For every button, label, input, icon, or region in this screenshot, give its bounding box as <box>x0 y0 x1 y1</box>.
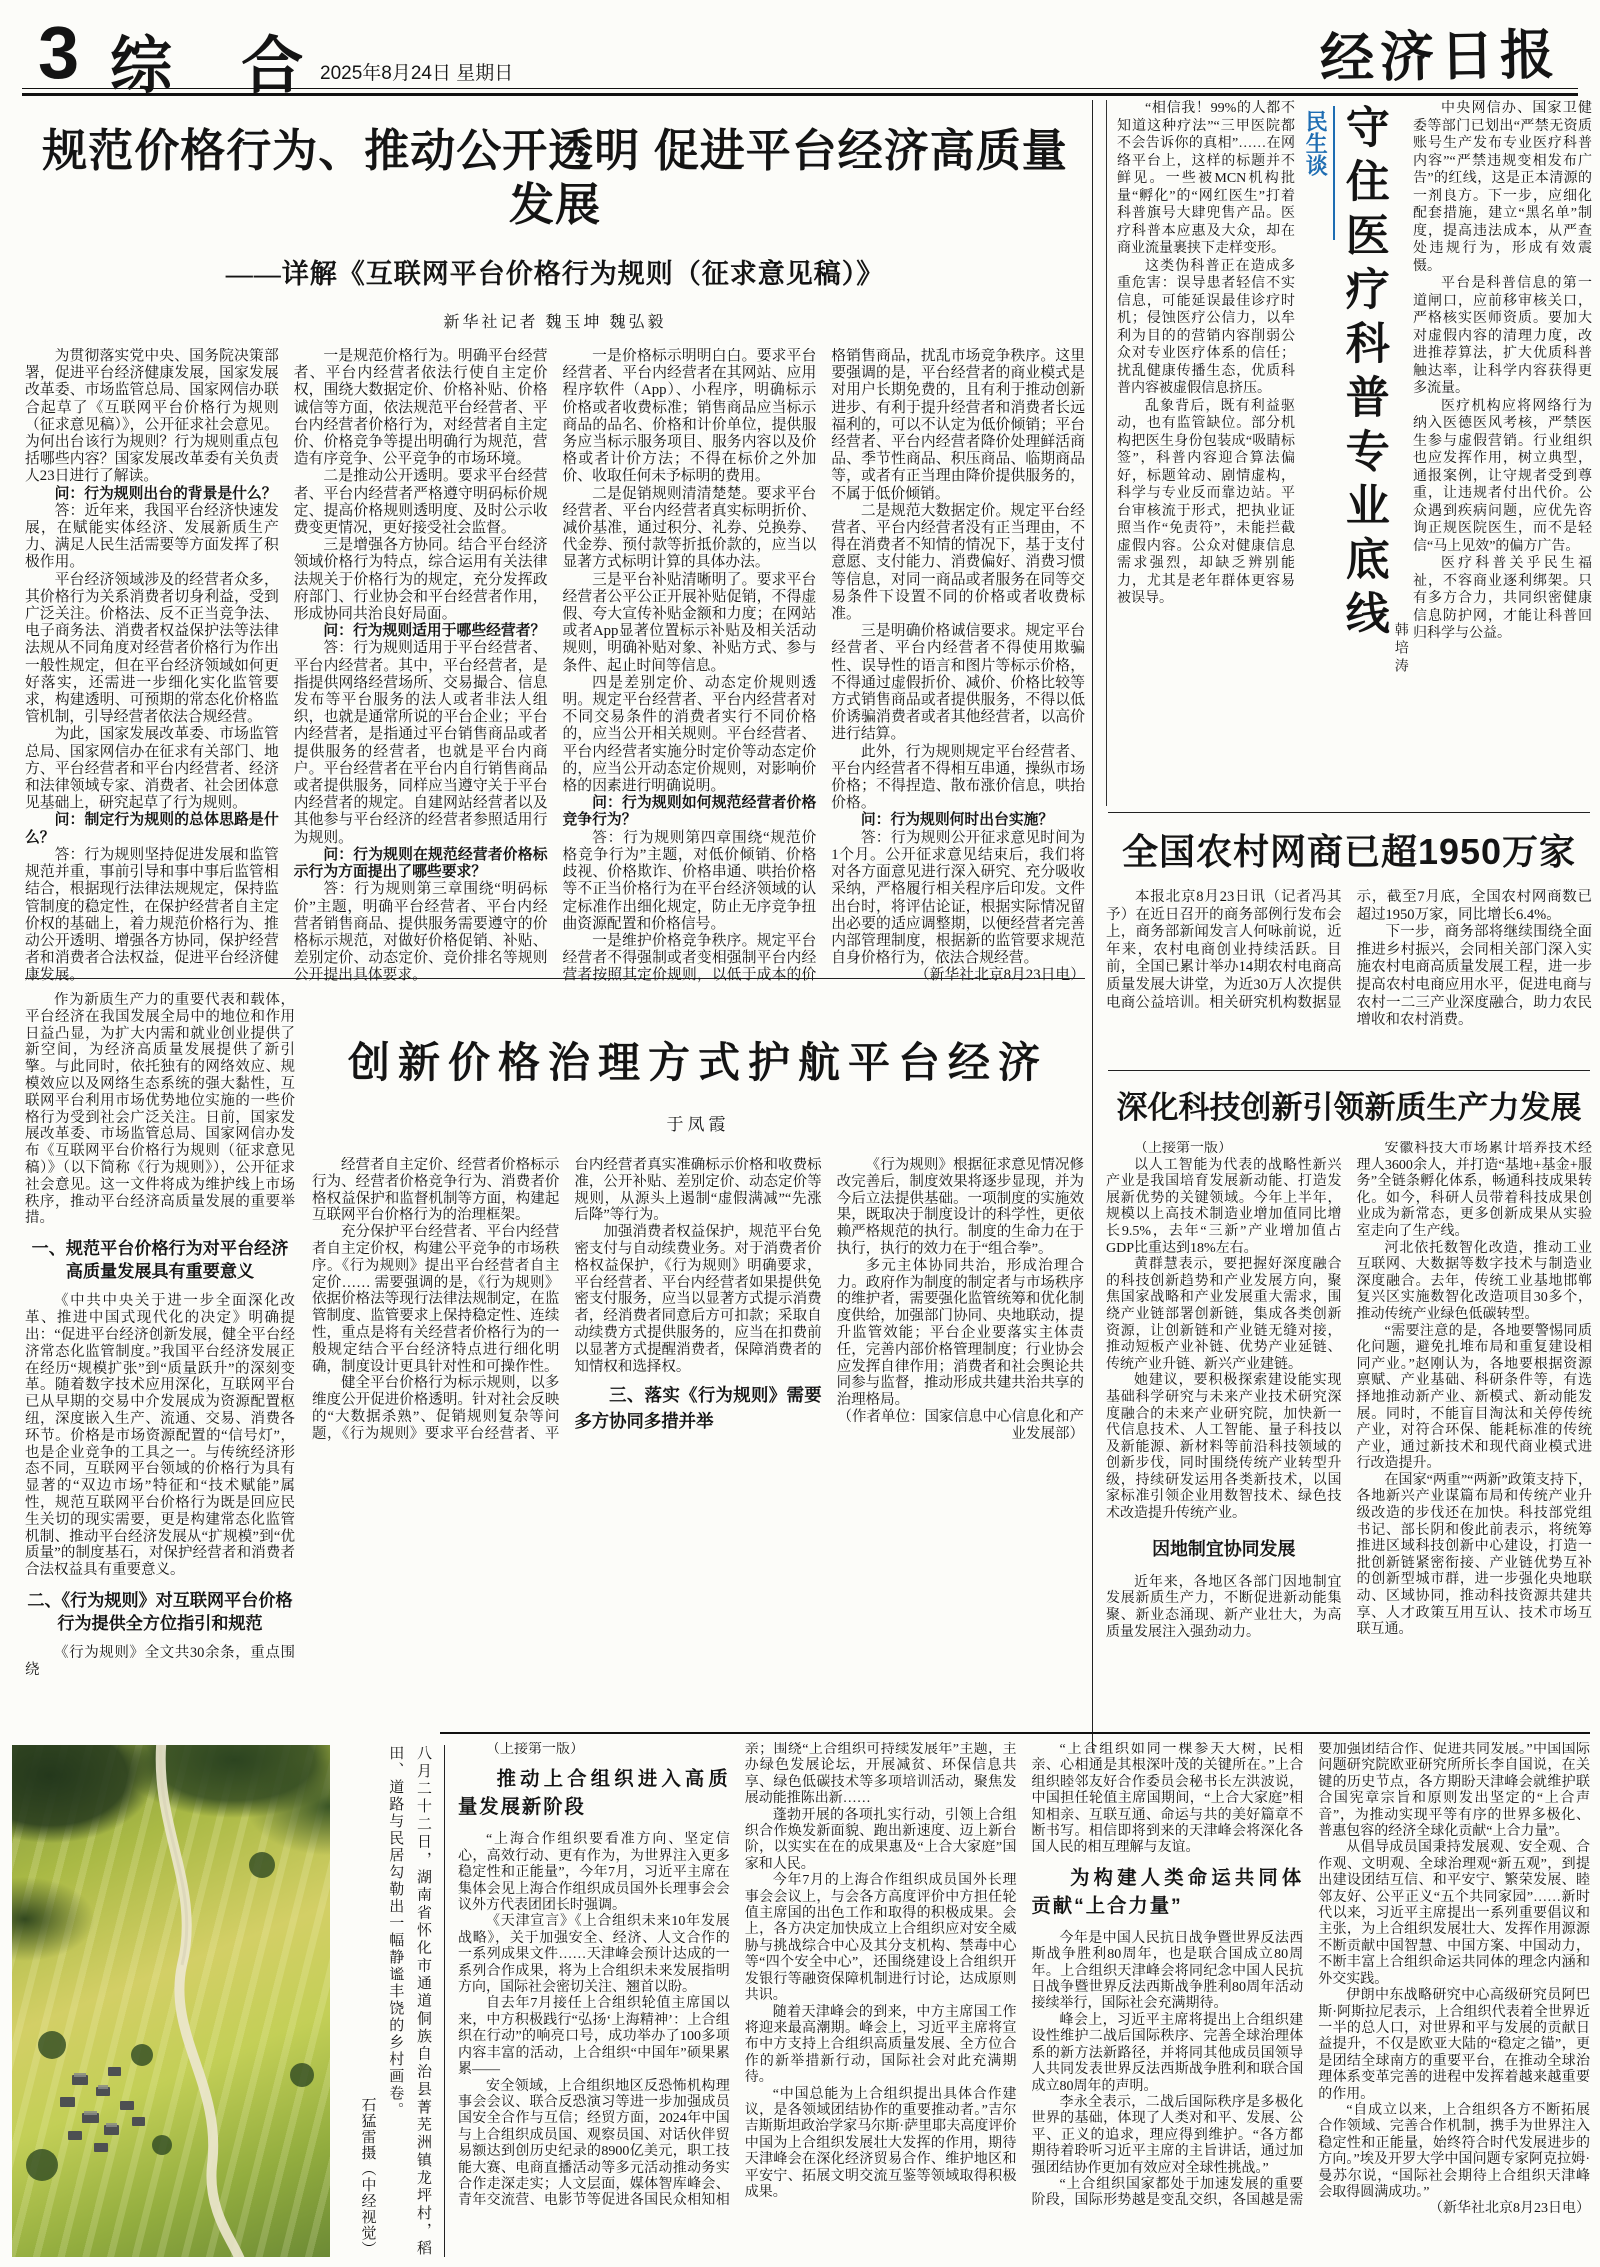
paragraph: 二、《行为规则》对互联网平台价格行为提供全方位指引和规范 <box>27 1590 293 1633</box>
paragraph: 问：行为规则何时出台实施？ <box>860 812 1054 829</box>
photo-credit: 石猛雷摄（中经视觉） <box>359 2097 376 2257</box>
paragraph: 推动上合组织进入高质量发展新阶段 <box>458 1769 730 1819</box>
paragraph: 为构建人类命运共同体贡献“上合力量” <box>1031 1867 1304 1917</box>
paragraph: “上合组织如同一棵参天大树，民相亲、心相通是其根深叶茂的关键所在。”上合组织睦邻友好合作委员会秘书长左洪波说，中国担任轮值主席国期间，“上合大家庭”相知相亲、互联互通、命运与共的美好篇章不断书写。相信即将到来的天津峰会将深化各国人民的相互理解与友谊。 <box>1031 1742 1304 1856</box>
paragraph: 三是增强各方协同。结合平台经济领域价格行为特点，综合运用有关法律法规关于价格行为的规定，充分发挥政府部门、行业协会和平台经营者作用，形成协同共治良好局面。 <box>293 537 548 623</box>
section-title: 综 合 <box>110 32 330 101</box>
paragraph: 一、规范平台价格行为对平台经济高质量发展具有重要意义 <box>31 1239 289 1282</box>
sco-summit-article <box>458 1742 1590 2262</box>
paragraph: 三是明确价格诚信要求。规定平台经营者、平台内经营者不得使用欺骗性、误导性的语言和图片等标示价格，不得通过虚假折价、减价、价格比较等方式销售商品或者提供服务，不得以低价诱骗消费者或者其他经营者，以高价进行结算。 <box>831 623 1085 743</box>
paragraph: （作者单位：国家信息中心信息化和产业发展部） <box>837 1408 1084 1442</box>
minshengtan-author: 韩培涛 <box>1392 622 1408 676</box>
paragraph: 从倡导成员国秉持发展观、安全观、合作观、文明观、全球治理观“新五观”，到提出建设团结互信、和平安宁、繁荣发展、睦邻友好、公平正义“五个共同家园”……新时代以来，习近平主席提出一系列重要倡议和主张，为上合组织发展壮大、发挥作用源源不断贡献中国智慧、中国方案、中国动力，不断丰富上合组织命运共同体的理念内涵和外交实践。 <box>1318 1840 1590 1987</box>
paragraph: 此外，行为规则规定平台经营者、平台内经营者不得相互串通，操纵市场价格；不得捏造、散布涨价信息，哄抬价格。 <box>831 743 1085 812</box>
paragraph: （新华社北京8月23日电） <box>914 967 1085 984</box>
minshengtan-right-text <box>1413 100 1592 806</box>
paragraph: 答：行为规则适用于平台经营者、平台内经营者。其中，平台经营者，是指提供网络经营场所、交易撮合、信息发布等平台服务的法人或者非法人组织，也就是通常所说的平台企业；平台内经营者，是指通过平台销售商品或者提供服务的经营者，也就是平台内商户。平台经营者在平台内自行销售商品或者提供服务，同样应当遵守关于平台内经营者的规定。自建网站经营者以及其他参与平台经济的经营者参照适用行为规则。 <box>293 640 548 846</box>
paragraph: 她建议，要积极探索建设能实现基础科学研究与未来产业技术研究深度融合的未来产业研究院，加快新一代信息技术、人工智能、量子科技以及新能源、新材料等前沿科技领域的创新步伐，同时围绕传统产业转型升级，持续研发运用各类新技术，以国家标准引领企业用数智技术、绿色技术改造提升传统产业。 <box>1106 1373 1342 1522</box>
paragraph: 经营者自主定价、经营者价格标示行为、经营者价格竞争行为、消费者价格权益保护和监督机制等方面，构建起互联网平台价格行为的治理框架。 <box>312 1157 560 1224</box>
paragraph: 今年7月的上海合作组织成员国外长理事会会议上，与会各方高度评价中方担任轮值主席国的出色工作和取得的积极成果。会上，各方决定加快成立上合组织应对安全威胁与挑战综合中心及其分支机构、禁毒中心等“四个安全中心”，还围绕建设上合组织开发银行等融资保障机制进行讨论，达成原则共识。 <box>744 1873 1017 2004</box>
village-photo <box>12 1745 330 2257</box>
main-subtitle: ——详解《互联网平台价格行为规则（征求意见稿）》 <box>225 259 885 289</box>
column-label: 民生谈 <box>1298 106 1335 240</box>
main-article-body <box>25 348 1085 1000</box>
paragraph: 安全领域，上合组织地区反恐怖机构理事会会议、联合反恐演习等进一步加强成员国安全合作与互信；经贸方面，2024年中国与上合组织成员国、观察员国、对话伙伴贸易额达到创历史纪录的8900亿美元，职工技能大赛、电商直播活动等多元活动推动务实合作走深走实；人文层面，媒体智库峰会、青年交流营、电影节等促进各国民众相知相亲；围绕“上合组织可持续发展年”主题，主办绿色发展论坛，开展减贫、环保信息共享、绿色低碳技术等多项培训活动，聚焦发展动能推陈出新…… <box>458 1742 1017 2209</box>
paragraph: “需要注意的是，各地要警惕同质化问题，避免扎堆布局和重复建设相同产业。”赵刚认为，各地要根据资源禀赋、产业基础、科研条件等，有选择地推动新产业、新模式、新动能发展。同时，不能盲目淘汰和关停传统产业，对符合环保、能耗标准的传统产业，通过新技术和现代商业模式进行改造提升。 <box>1356 1323 1592 1472</box>
sidebar-divider <box>1092 100 1093 1752</box>
paragraph: 医疗机构应将网络行为纳入医德医风考核，严禁医生参与虚假营销。行业组织也应发挥作用，树立典型，通报案例，让守规者受到尊重，让违规者付出代价。公众遇到疾病问题，应优先咨询正规医院医生，而不是轻信“马上见效”的偏方广告。 <box>1413 398 1592 554</box>
paragraph: （上接第一版） <box>1134 1141 1232 1156</box>
paragraph: 平台经济领域涉及的经营者众多，其价格行为关系消费者切身利益，受到广泛关注。价格法、反不正当竞争法、电子商务法、消费者权益保护法等法律法规从不同角度对经营者价格行为作出一般性规定，但在平台经济领域如何更好落实，还需进一步细化实化监管要求，构建透明、可预期的常态化价格监管机制，引导经营者依法合规经营。 <box>25 571 279 726</box>
rural-ecommerce-brief <box>1106 824 1592 1077</box>
rural-headline: 全国农村网商已超1950万家 <box>1121 831 1577 872</box>
minshengtan-column <box>1106 100 1592 806</box>
main-headline: 规范价格行为、推动公开透明 促进平台经济高质量发展 <box>42 125 1068 230</box>
paragraph: 蓬勃开展的各项扎实行动，引领上合组织合作焕发新面貌、跑出新速度、迈上新台阶，以实实在在的成果惠及“上合大家庭”国家和人民。 <box>744 1807 1017 1872</box>
paragraph: 安徽科技大市场累计培养技术经理人3600余人，并打造“基地+基金+服务”全链条孵化体系，畅通科技成果转化。如今，科研人员带着科技成果创业成为新常态，更多创新成果从实验室走向了生产线。 <box>1356 1141 1592 1239</box>
paragraph: 这类伪科普正在造成多重危害：误导患者轻信不实信息，可能延误最佳诊疗时机；侵蚀医疗公信力，以牟利为目的的营销内容削弱公众对专业医疗体系的信任；扰乱健康传播生态，优质科普内容被虚假信息挤压。 <box>1117 258 1295 396</box>
sidebar-rule-1 <box>1108 812 1590 813</box>
paragraph: “相信我！99%的人都不知道这种疗法”“三甲医院都不会告诉你的真相”……在网络平台上，这样的标题并不鲜见。一些被MCN机构批量“孵化”的“网红医生”打着科普旗号大肆兜售产品。医疗科普本应惠及大众，却在商业流量裹挟下走样变形。 <box>1117 101 1295 256</box>
photo-article-divider <box>444 1745 445 2257</box>
paragraph: 问：制定行为规则的总体思路是什么？ <box>25 812 279 846</box>
minshengtan-headline: 守住医疗科普专业底线 <box>1338 104 1388 644</box>
paragraph: 为贯彻落实党中央、国务院决策部署，促进平台经济健康发展，国家发展改革委、市场监管总局、国家网信办联合起草了《互联网平台价格行为规则（征求意见稿）》，公开征求社会意见。为何出台该行为规则？行为规则重点包括哪些内容？国家发展改革委有关负责人23日进行了解读。 <box>25 348 279 485</box>
paragraph: 医疗科普关乎民生福祉，不容商业逐利绑架。只有多方合力，共同织密健康信息防护网，才能让科普回归科学与公益。 <box>1413 556 1592 641</box>
paragraph: 伊朗中东战略研究中心高级研究员阿巴斯·阿斯拉尼表示，上合组织代表着全世界近一半的总人口，对世界和平与发展的贡献日益提升，不仅是欧亚大陆的“稳定之锚”，更是团结全球南方的重要平台，在推动全球治理体系变革完善的进程中发挥着越来越重要的作用。 <box>1318 1988 1590 2102</box>
paragraph: 一是规范价格行为。明确平台经营者、平台内经营者依法行使自主定价权，围绕大数据定价、价格补贴、价格诚信等方面，依法规范平台经营者、平台内经营者价格行为，对经营者自主定价、价格竞争等提出明确行为规范，营造有序竞争、公平竞争的市场环境。 <box>293 348 548 468</box>
commentary-body <box>312 1157 1084 1627</box>
paragraph: 本报北京8月23日讯（记者冯其予）在近日召开的商务部例行发布会上，商务部新闻发言人何咏前说，近年来，农村电商创业持续活跃。目前，全国已累计举办14期农村电商高质量发展大讲堂，为近30万人次提供电商公益培训。相关研究机构数据显示，截至7月底，全国农村网商数已超过1950万家，同比增长6.4%。 <box>1106 889 1592 1011</box>
commentary-article <box>312 992 1084 1627</box>
paragraph: 答：行为规则公开征求意见时间为1个月。公开征求意见结束后，我们将对各方面意见进行深入研究、充分吸收采纳，严格履行相关程序后印发。文件出台时，将评估论证，根据实际情况留出必要的适应调整期，以便经营者完善内部管理制度，根据新的监管要求规范自身价格行为，依法合规经营。 <box>831 829 1085 967</box>
photo-art <box>12 1745 330 2257</box>
sidebar-rule-2 <box>1108 1070 1590 1071</box>
paragraph: 答：行为规则第四章围绕“规范价格竞争行为”主题，对低价倾销、价格歧视、价格欺诈、价格串通、哄抬价格等不正当价格行为在平台经济领域的认定标准作出细化规定，防止无序竞争扭曲资源配置和价格信号。 <box>562 829 817 932</box>
page-number: 3 <box>38 11 80 94</box>
paragraph: 充分保护平台经营者、平台内经营者自主定价权，构建公平竞争的市场秩序。《行为规则》提出平台经营者自主定价…… 需要强调的是，《行为规则》依据价格法等现行法律法规制定，在监管制度、监管要求上保持稳定性、连续性，重点是将有关经营者价格行为的一般规定结合平台经济特点进行细化明确，制度设计更具针对性和可操作性。 <box>312 1224 560 1375</box>
commentary-left-column <box>25 992 295 1692</box>
paragraph: 答：行为规则第三章围绕“明码标价”主题，明确平台经营者、平台内经营者销售商品、提供服务需要遵守的价格标示规范，对做好价格促销、补贴、差别定价、动态定价、竞价排名等规则公开提出具体要求。 <box>293 881 548 984</box>
sco-body <box>458 1742 1590 2262</box>
paragraph: 答：行为规则坚持促进发展和监管规范并重，事前引导和事中事后监管相结合，根据现行法律法规规定，保持监管制度的稳定性，在保护经营者自主定价权的基础上，着力规范价格行为、推动公开透明、增强各方协同，保护经营者和消费者合法权益，促进平台经济健康发展。 <box>25 846 279 984</box>
paragraph: “自成立以来，上合组织各方不断拓展合作领域、完善合作机制，携手为世界注入稳定性和正能量，始终符合时代发展进步的方向。”埃及开罗大学中国问题专家阿克拉姆·曼苏尔说，“国际社会期待上合组织天津峰会取得圆满成功。” <box>1318 2102 1590 2200</box>
paragraph: 加强消费者权益保护，规范平台免密支付与自动续费业务。对于消费者价格权益保护，《行为规则》明确要求，平台经营者、平台内经营者如果提供免密支付服务，应当以显著方式提示消费者，经消费者同意后方可扣款；采取自动续费方式提供服务的，应当在扣费前以显著方式提醒消费者，保障消费者的知情权和选择权。 <box>574 1224 822 1375</box>
paragraph: 问：行为规则适用于哪些经营者？ <box>323 623 546 640</box>
paragraph: “上合组织国家都处于加速发展的重要阶段，国际形势越是变乱交织，各国越是需要加强团结合作、促进共同发展。”中国国际问题研究院欧亚研究所所长李自国说，在关键的历史节点，各方期盼天津峰会就维护联合国宪章宗旨和原则发出坚定的“上合声音”，为推动实现平等有序的世界多极化、普惠包容的经济全球化贡献“上合力量”。 <box>1031 1742 1590 2209</box>
commentary-byline: 于凤霞 <box>666 1115 730 1134</box>
commentary-headline: 创新价格治理方式护航平台经济 <box>347 1038 1048 1087</box>
tech-body <box>1106 1141 1592 1753</box>
paragraph: 三是平台补贴清晰明了。要求平台经营者公平公正开展补贴促销，不得虚假、夸大宣传补贴金额和力度；在网站或者App显著位置标示补贴及相关活动规则，明确补贴对象、补贴方式、参与条件、起止时间等信息。 <box>562 571 817 674</box>
paragraph: 二是推动公开透明。要求平台经营者、平台内经营者严格遵守明码标价规定、提高价格规则透明度、及时公示收费变更情况，更好接受社会监督。 <box>293 468 548 537</box>
paragraph: 《中共中央关于进一步全面深化改革、推进中国式现代化的决定》明确提出：“促进平台经济创新发展，健全平台经济常态化监管制度。”我国平台经济发展正在经历“规模扩张”到“质量跃升”的深刻变革。随着数字技术应用深化，互联网平台已从早期的交易中介发展成为资源配置枢纽，深度嵌入生产、流通、交易、消费各环节。价格是市场资源配置的“信号灯”，也是企业竞争的工具之一。与传统经济形态不同，互联网平台领域的价格行为具有显著的“双边市场”特征和“技术赋能”属性，规范互联网平台价格行为既是回应民生关切的现实需要，更是构建常态化监管机制、推动平台经济发展从“扩规模”到“优质量”的制度基石，对保护经营者和消费者合法权益具有重要意义。 <box>25 1293 295 1579</box>
minshengtan-title-strip <box>1295 100 1413 806</box>
paragraph: 一是维护价格竞争秩序。规定平台经营者不得强制或者变相强制平台内经营者按照其定价规则，以低于成本的价格销售商品，扰乱市场竞争秩序。这里要强调的是，平台经营者的商业模式是对用户长期免费的，且有利于推动创新进步、有利于提升经营者和消费者长远福利的，可以不认定为低价倾销；平台经营者、平台内经营者降价处理鲜活商品、季节性商品、积压商品、临期商品等，或者有正当理由降价提供服务的，不属于低价倾销。 <box>562 348 1085 984</box>
paragraph: 平台是科普信息的第一道闸口，应前移审核关口，严格核实医师资质。要加大对虚假内容的清理力度，改进推荐算法，扩大优质科普触达率，让科学内容获得更多流量。 <box>1413 276 1592 396</box>
paragraph: 为此，国家发展改革委、市场监管总局、国家网信办在征求有关部门、地方、平台经营者和平台内经营者、经济和法律领域专家、消费者、社会团体意见基础上，研究起草了行为规则。 <box>25 726 279 812</box>
main-article <box>25 96 1085 1000</box>
paragraph: 多元主体协同共治，形成治理合力。政府作为制度的制定者与市场秩序的维护者，需要强化监管统筹和优化制度供给，加强部门协同、央地联动，提升监管效能；平台企业要落实主体责任，完善内部价格管理制度；行业协会应发挥自律作用；消费者和社会舆论共同参与监督，推动形成共建共治共享的治理格局。 <box>836 1257 1084 1409</box>
section-divider <box>25 978 1085 979</box>
header-rule <box>22 88 1578 96</box>
tech-innovation-article <box>1106 1082 1592 1753</box>
paragraph: 四是差别定价、动态定价规则透明。规定平台经营者、平台内经营者对不同交易条件的消费者实行不同价格的，应当公开相关规则。平台经营者、平台内经营者实施分时定价等动态定价的，应当公开动态定价规则，对影响价格的因素进行明确说明。 <box>562 674 817 795</box>
bottom-rule <box>440 1732 1590 1734</box>
rural-body <box>1106 889 1592 1077</box>
paragraph: 因地制宜协同发展 <box>1152 1538 1296 1559</box>
paragraph: （新华社北京8月23日电） <box>1429 2201 1590 2217</box>
paragraph: 河北依托数智化改造，推动工业互联网、大数据等数字技术与制造业深度融合。去年，传统工业基地邯郸复兴区实施数智化改造项目30多个，推动传统产业绿色低碳转型。 <box>1356 1240 1592 1322</box>
paragraph: 随着天津峰会的到来，中方主席国工作将迎来最高潮期。峰会上，习近平主席将宣布中方支持上合组织高质量发展、全方位合作的新举措新行动，国际社会对此充满期待。 <box>744 2004 1017 2086</box>
paragraph: 《行为规则》全文共30余条，重点围绕 <box>25 1645 295 1678</box>
paragraph: “上海合作组织要看准方向、坚定信心，高效行动、更有作为，为世界注入更多稳定性和正能量”，今年7月，习近平主席在集体会见上海合作组织成员国外长理事会会议外方代表团团长时强调。 <box>458 1832 730 1914</box>
paragraph: 峰会上，习近平主席将提出上合组织建设性维护二战后国际秩序、完善全球治理体系的新方法新路径，并将同其他成员国领导人共同发表世界反法西斯战争胜利和联合国成立80周年的声明。 <box>1031 2012 1304 2094</box>
main-byline: 新华社记者 魏玉坤 魏弘毅 <box>443 314 667 331</box>
paragraph: 下一步，商务部将继续围绕全面推进乡村振兴，会同相关部门深入实施农村电商高质量发展工程，进一步提高农村电商应用水平，促进电商与农村一二三产业深度融合，助力农民增收和农村消费。 <box>1356 924 1592 1029</box>
tech-headline: 深化科技创新引领新质生产力发展 <box>1116 1090 1582 1125</box>
paragraph: 乱象背后，既有利益驱动，也有监管缺位。部分机构把医生身份包装成“吸睛标签”，科普内容迎合算法偏好，标题耸动、剧情虚构，科学与专业反而靠边站。平台审核流于形式，把执业证照当作“免责符”，未能拦截虚假内容。公众对健康信息需求强烈，却缺乏辨别能力，尤其是老年群体更容易被误导。 <box>1117 398 1295 606</box>
paragraph: 问：行为规则在规范经营者价格标示行为方面提出了哪些要求？ <box>293 846 548 881</box>
paragraph: 问：行为规则出台的背景是什么？ <box>54 485 277 502</box>
paragraph: 黄群慧表示，要把握好深度融合的科技创新趋势和产业发展方向，聚焦国家战略和产业发展重大需求，围绕产业链部署创新链，集成各类创新资源，让创新链和产业链无缝对接，推动短板产业补链、优势产业延链、传统产业升链、新兴产业建链。 <box>1106 1257 1342 1372</box>
paragraph: 作为新质生产力的重要代表和载体，平台经济在我国发展全局中的地位和作用日益凸显，为扩大内需和就业创业提供了新空间，为经济高质量发展提供了新引擎。与此同时，依托独有的网络效应、规模效应以及网络生态系统的强大黏性，互联网平台利用市场优势地位实施的一些价格行为受到社会广泛关注。日前，国家发展改革委、市场监管总局、国家网信办发布《互联网平台价格行为规则（征求意见稿）》（以下简称《行为规则》），公开征求社会意见。这一文件将成为维护线上市场秩序，推动平台经济高质量发展的重要举措。 <box>25 992 295 1227</box>
minshengtan-left-text <box>1117 100 1295 806</box>
paragraph: 近年来，各地区各部门因地制宜发展新质生产力，不断促进新动能集聚、新业态涌现、新产业壮大，为高质量发展注入强劲动力。 <box>1106 1574 1342 1640</box>
paragraph: 中央网信办、国家卫健委等部门已划出“严禁无资质账号生产发布专业医疗科普内容”“严禁违规变相发布广告”的红线，这是正本清源的一剂良方。下一步，应细化配套措施，建立“黑名单”制度，提高违法成本，从严查处违规行为，形成有效震慑。 <box>1413 101 1592 274</box>
paragraph: 一是价格标示明明白白。要求平台经营者、平台内经营者在其网站、应用程序软件（App）、小程序，明确标示价格或者收费标准；销售商品应当标示商品的品名、价格和计价单位，提供服务应当标示服务项目、服务内容以及价格或者计价方法；不得在标价之外加价、收取任何未予标明的费用。 <box>562 348 817 485</box>
paragraph: 二是促销规则清清楚楚。要求平台经营者、平台内经营者真实标明折价、减价基准，通过积分、礼券、兑换券、代金券、预付款等折抵价款的，应当以显著方式标明计算的具体办法。 <box>562 485 817 571</box>
newspaper-masthead: 经济日报 <box>1319 21 1561 91</box>
paragraph: （上接第一版） <box>486 1742 584 1757</box>
paragraph: 三、落实《行为规则》需要多方协同多措并举 <box>574 1385 822 1431</box>
paragraph: 健全平台价格行为标示规则，以多维度公开促进价格透明。针对社会反映的“大数据杀熟”、促销规则复杂等问题，《行为规则》要求平台经营者、平台内经营者真实准确标示价格和收费标准，公开补贴、差别定价、动态定价等规则，从源头上遏制“虚假满减”“先涨后降”等行为。 <box>312 1157 822 1442</box>
page-date: 2025年8月24日 星期日 <box>320 63 514 84</box>
paragraph: 《天津宣言》《上合组织未来10年发展战略》，关于加强安全、经济、人文合作的一系列成果文件……天津峰会预计达成的一系列合作成果，将为上合组织未来发展指明方向，国际社会密切关注、翘首以盼。 <box>458 1914 730 1996</box>
paragraph: 李永全表示，二战后国际秩序是多极化世界的基础，体现了人类对和平、发展、公平、正义的追求，理应得到维护。“各方都期待着聆听习近平主席的主旨讲话，通过加强团结协作更加有效应对全球性挑战。” <box>1031 2094 1304 2176</box>
paragraph: 自去年7月接任上合组织轮值主席国以来，中方积极践行“弘扬‘上海精神’：上合组织在行动”的响亮口号，成功举办了100多项内容丰富的活动，上合组织“中国年”硕果累累—— <box>458 1996 730 2078</box>
paragraph: 以人工智能为代表的战略性新兴产业是我国培育发展新动能、打造发展新优势的关键领域。今年上半年，规模以上高技术制造业增加值同比增长9.5%，去年“三新”产业增加值占GDP比重达到18%左右。 <box>1106 1157 1342 1256</box>
paragraph: 在国家“两重”“两新”政策支持下，各地新兴产业谋篇布局和传统产业升级改造的步伐还在加快。科技部党组书记、部长阴和俊此前表示，将统筹推进区域科技创新中心建设，打造一批创新链紧密衔接、产业链优势互补的创新型城市群，进一步强化央地联动、区域协同，推动科技资源共建共享、人才政策互用互认、技术市场互联互通。 <box>1356 1472 1592 1638</box>
paragraph: 今年是中国人民抗日战争暨世界反法西斯战争胜利80周年，也是联合国成立80周年。上合组织天津峰会将同纪念中国人民抗日战争暨世界反法西斯战争胜利80周年活动接续举行，国际社会充满期待。 <box>1031 1930 1304 2012</box>
paragraph: 问：行为规则如何规范经营者价格竞争行为？ <box>562 795 817 829</box>
photo-caption-text: 八月二十二日，湖南省怀化市通道侗族自治县菁芜洲镇龙坪村，稻田、道路与民居勾勒出一幅静谧丰饶的乡村画卷。 <box>387 1745 431 2257</box>
paragraph: “中国总能为上合组织提出具体合作建议，是各领域团结协作的重要推动者。”吉尔吉斯斯坦政治学家马尔斯·萨里耶夫高度评价中国为上合组织发展壮大发挥的作用，期待天津峰会在深化经济贸易合作、维护地区和平安宁、拓展文明交流互鉴等领域取得积极成果。 <box>744 2086 1017 2200</box>
paragraph: 二是规范大数据定价。规定平台经营者、平台内经营者没有正当理由，不得在消费者不知情的情况下，基于支付意愿、支付能力、消费偏好、消费习惯等信息，对同一商品或者服务在同等交易条件下设置不同的价格或者收费标准。 <box>831 502 1085 623</box>
paragraph: 答：近年来，我国平台经济快速发展，在赋能实体经济、发展新质生产力、满足人民生活需要等方面发挥了积极作用。 <box>25 502 279 571</box>
photo-caption <box>340 1745 436 2257</box>
paragraph: 《行为规则》根据征求意见情况修改完善后，制度效果将逐步显现，并为今后立法提供基础。一项制度的实施效果，既取决于制度设计的科学性，更依赖严格规范的执行。制度的生命力在于执行，执行的效力在于“组合拳”。 <box>836 1157 1084 1257</box>
